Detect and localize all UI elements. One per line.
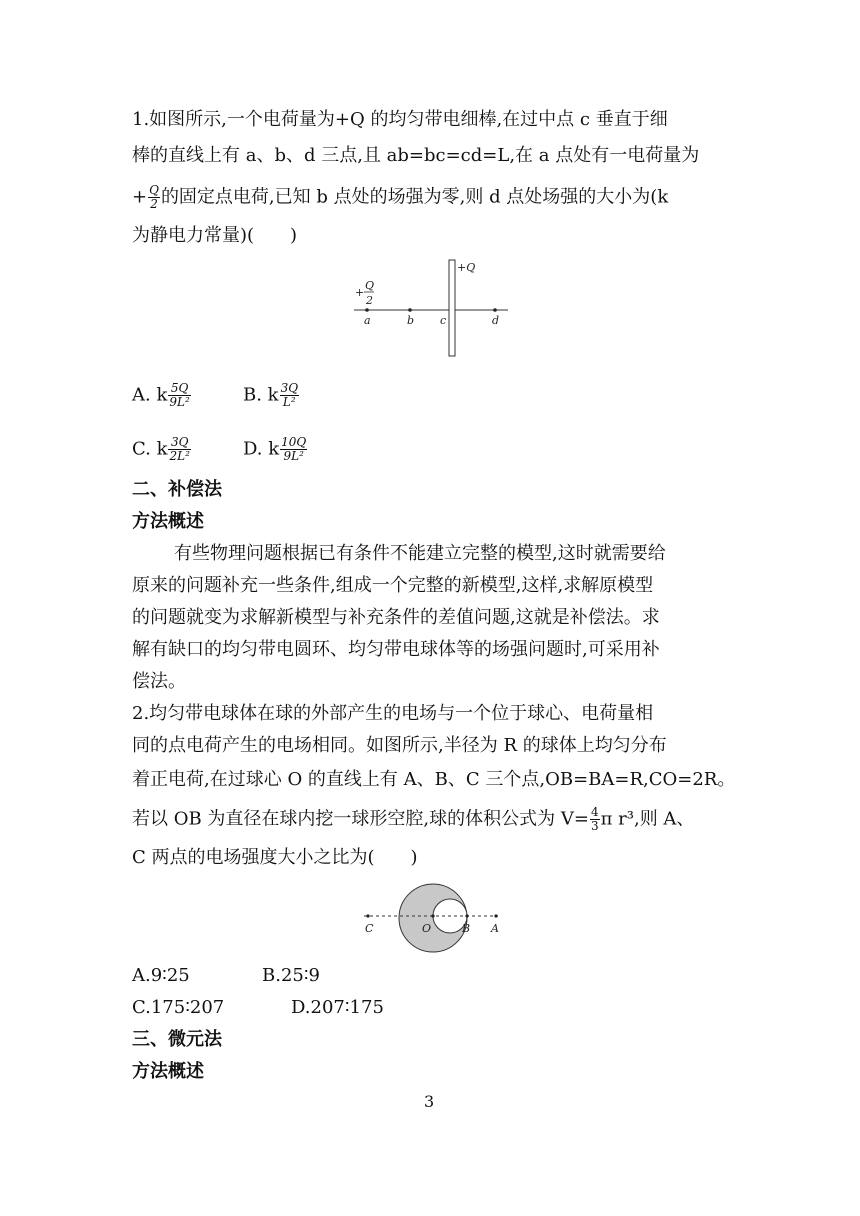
q1-option-a[interactable] (132, 382, 192, 409)
q1-line-2: 棒的直线上有 a、b、d 三点,且 ab=bc=cd=L,在 a 点处有一电荷量为 (132, 145, 700, 166)
option-c-numerator: 3Q (168, 436, 190, 450)
section-2-subheading: 方法概述 (132, 511, 204, 532)
q1-line-3-prefix: + (132, 186, 148, 208)
section-2-para-line-3: 的问题就变为求解新模型与补充条件的差值问题,这就是补偿法。求 (132, 607, 660, 628)
option-c-fraction (168, 436, 190, 463)
q2-line-4-rest: π r³,则 A、 (600, 808, 695, 830)
point-c-label: c (440, 314, 447, 327)
option-b-numerator: 3Q (280, 381, 299, 395)
q1-line-3-rest: 的固定点电荷,已知 b 点处的场强为零,则 d 点处场强的大小为(k (160, 186, 669, 208)
section-2-para-line-5: 偿法。 (132, 671, 186, 692)
q1-line-4: 为静电力常量)( ) (132, 225, 298, 246)
option-b-denominator: L² (282, 395, 296, 409)
point-O-label: O (422, 922, 432, 935)
q2-line-3: 着正电荷,在过球心 O 的直线上有 A、B、C 三个点,OB=BA=R,CO=2R。 (132, 769, 736, 790)
point-charge-sign: + (355, 286, 365, 299)
point-a (365, 308, 369, 312)
point-C-label: C (365, 922, 374, 935)
option-a-denominator: 9L² (169, 395, 190, 409)
rod-figure (352, 256, 512, 360)
point-d-label: d (492, 314, 500, 327)
point-B (465, 914, 468, 917)
option-c-prefix: C. k (132, 438, 168, 460)
option-d-prefix: D. k (243, 438, 280, 460)
q2-option-a[interactable]: A.9∶25 (132, 965, 190, 986)
option-d-fraction (280, 436, 307, 463)
section-2-para-line-1: 有些物理问题根据已有条件不能建立完整的模型,这时就需要给 (174, 543, 666, 564)
q1-option-b[interactable] (243, 382, 300, 409)
page-number: 3 (424, 1092, 435, 1111)
point-charge-denominator: 2 (366, 294, 373, 307)
q2-option-b[interactable]: B.25∶9 (262, 965, 320, 986)
section-3-subheading: 方法概述 (132, 1061, 204, 1082)
q2-option-d[interactable]: D.207∶175 (291, 997, 384, 1018)
four-thirds-fraction (590, 806, 600, 833)
point-A (494, 914, 497, 917)
q1-option-d[interactable] (243, 436, 308, 463)
option-b-fraction (280, 382, 299, 409)
q2-line-5: C 两点的电场强度大小之比为( ) (132, 847, 418, 868)
q2-line-4-prefix: 若以 OB 为直径在球内挖一球形空腔,球的体积公式为 V= (132, 808, 589, 830)
point-O (431, 914, 434, 917)
q2-line-2: 同的点电荷产生的电场相同。如图所示,半径为 R 的球体上均匀分布 (132, 735, 667, 756)
q1-line-1: 1.如图所示,一个电荷量为+Q 的均匀带电细棒,在过中点 c 垂直于细 (132, 109, 668, 130)
q2-line-1: 2.均匀带电球体在球的外部产生的电场与一个位于球心、电荷量相 (132, 703, 654, 724)
point-b (408, 308, 412, 312)
point-d (493, 308, 497, 312)
q-over-2-denominator: 2 (150, 197, 158, 211)
q-over-2-fraction (148, 184, 160, 211)
q1-line-3 (132, 184, 668, 211)
section-2-para-line-2: 原来的问题补充一些条件,组成一个完整的新模型,这样,求解原模型 (132, 575, 654, 596)
q2-option-c[interactable]: C.175∶207 (132, 997, 225, 1018)
option-a-numerator: 5Q (168, 382, 190, 396)
charged-rod (449, 260, 455, 356)
q1-option-c[interactable] (132, 436, 192, 463)
q2-line-4 (132, 806, 694, 833)
four-thirds-denominator: 3 (590, 819, 599, 833)
point-a-label: a (364, 314, 371, 327)
four-thirds-numerator: 4 (590, 805, 599, 819)
rod-charge-label: +Q (457, 261, 476, 274)
option-c-denominator: 2L² (169, 449, 190, 463)
option-b-prefix: B. k (243, 384, 279, 406)
option-d-denominator: 9L² (283, 449, 304, 463)
point-charge-numerator: Q (365, 279, 375, 292)
point-C (366, 914, 369, 917)
section-2-para-line-4: 解有缺口的均匀带电圆环、均匀带电球体等的场强问题时,可采用补 (132, 639, 660, 660)
option-a-prefix: A. k (132, 384, 168, 406)
q-over-2-numerator: Q (149, 183, 159, 197)
point-b-label: b (407, 314, 415, 327)
option-d-numerator: 10Q (281, 435, 307, 449)
section-3-heading: 三、微元法 (132, 1029, 222, 1050)
point-A-label: A (491, 922, 499, 935)
section-2-heading: 二、补偿法 (132, 479, 222, 500)
option-a-fraction (168, 382, 190, 409)
point-B-label: B (462, 922, 471, 935)
sphere-figure (360, 880, 510, 956)
